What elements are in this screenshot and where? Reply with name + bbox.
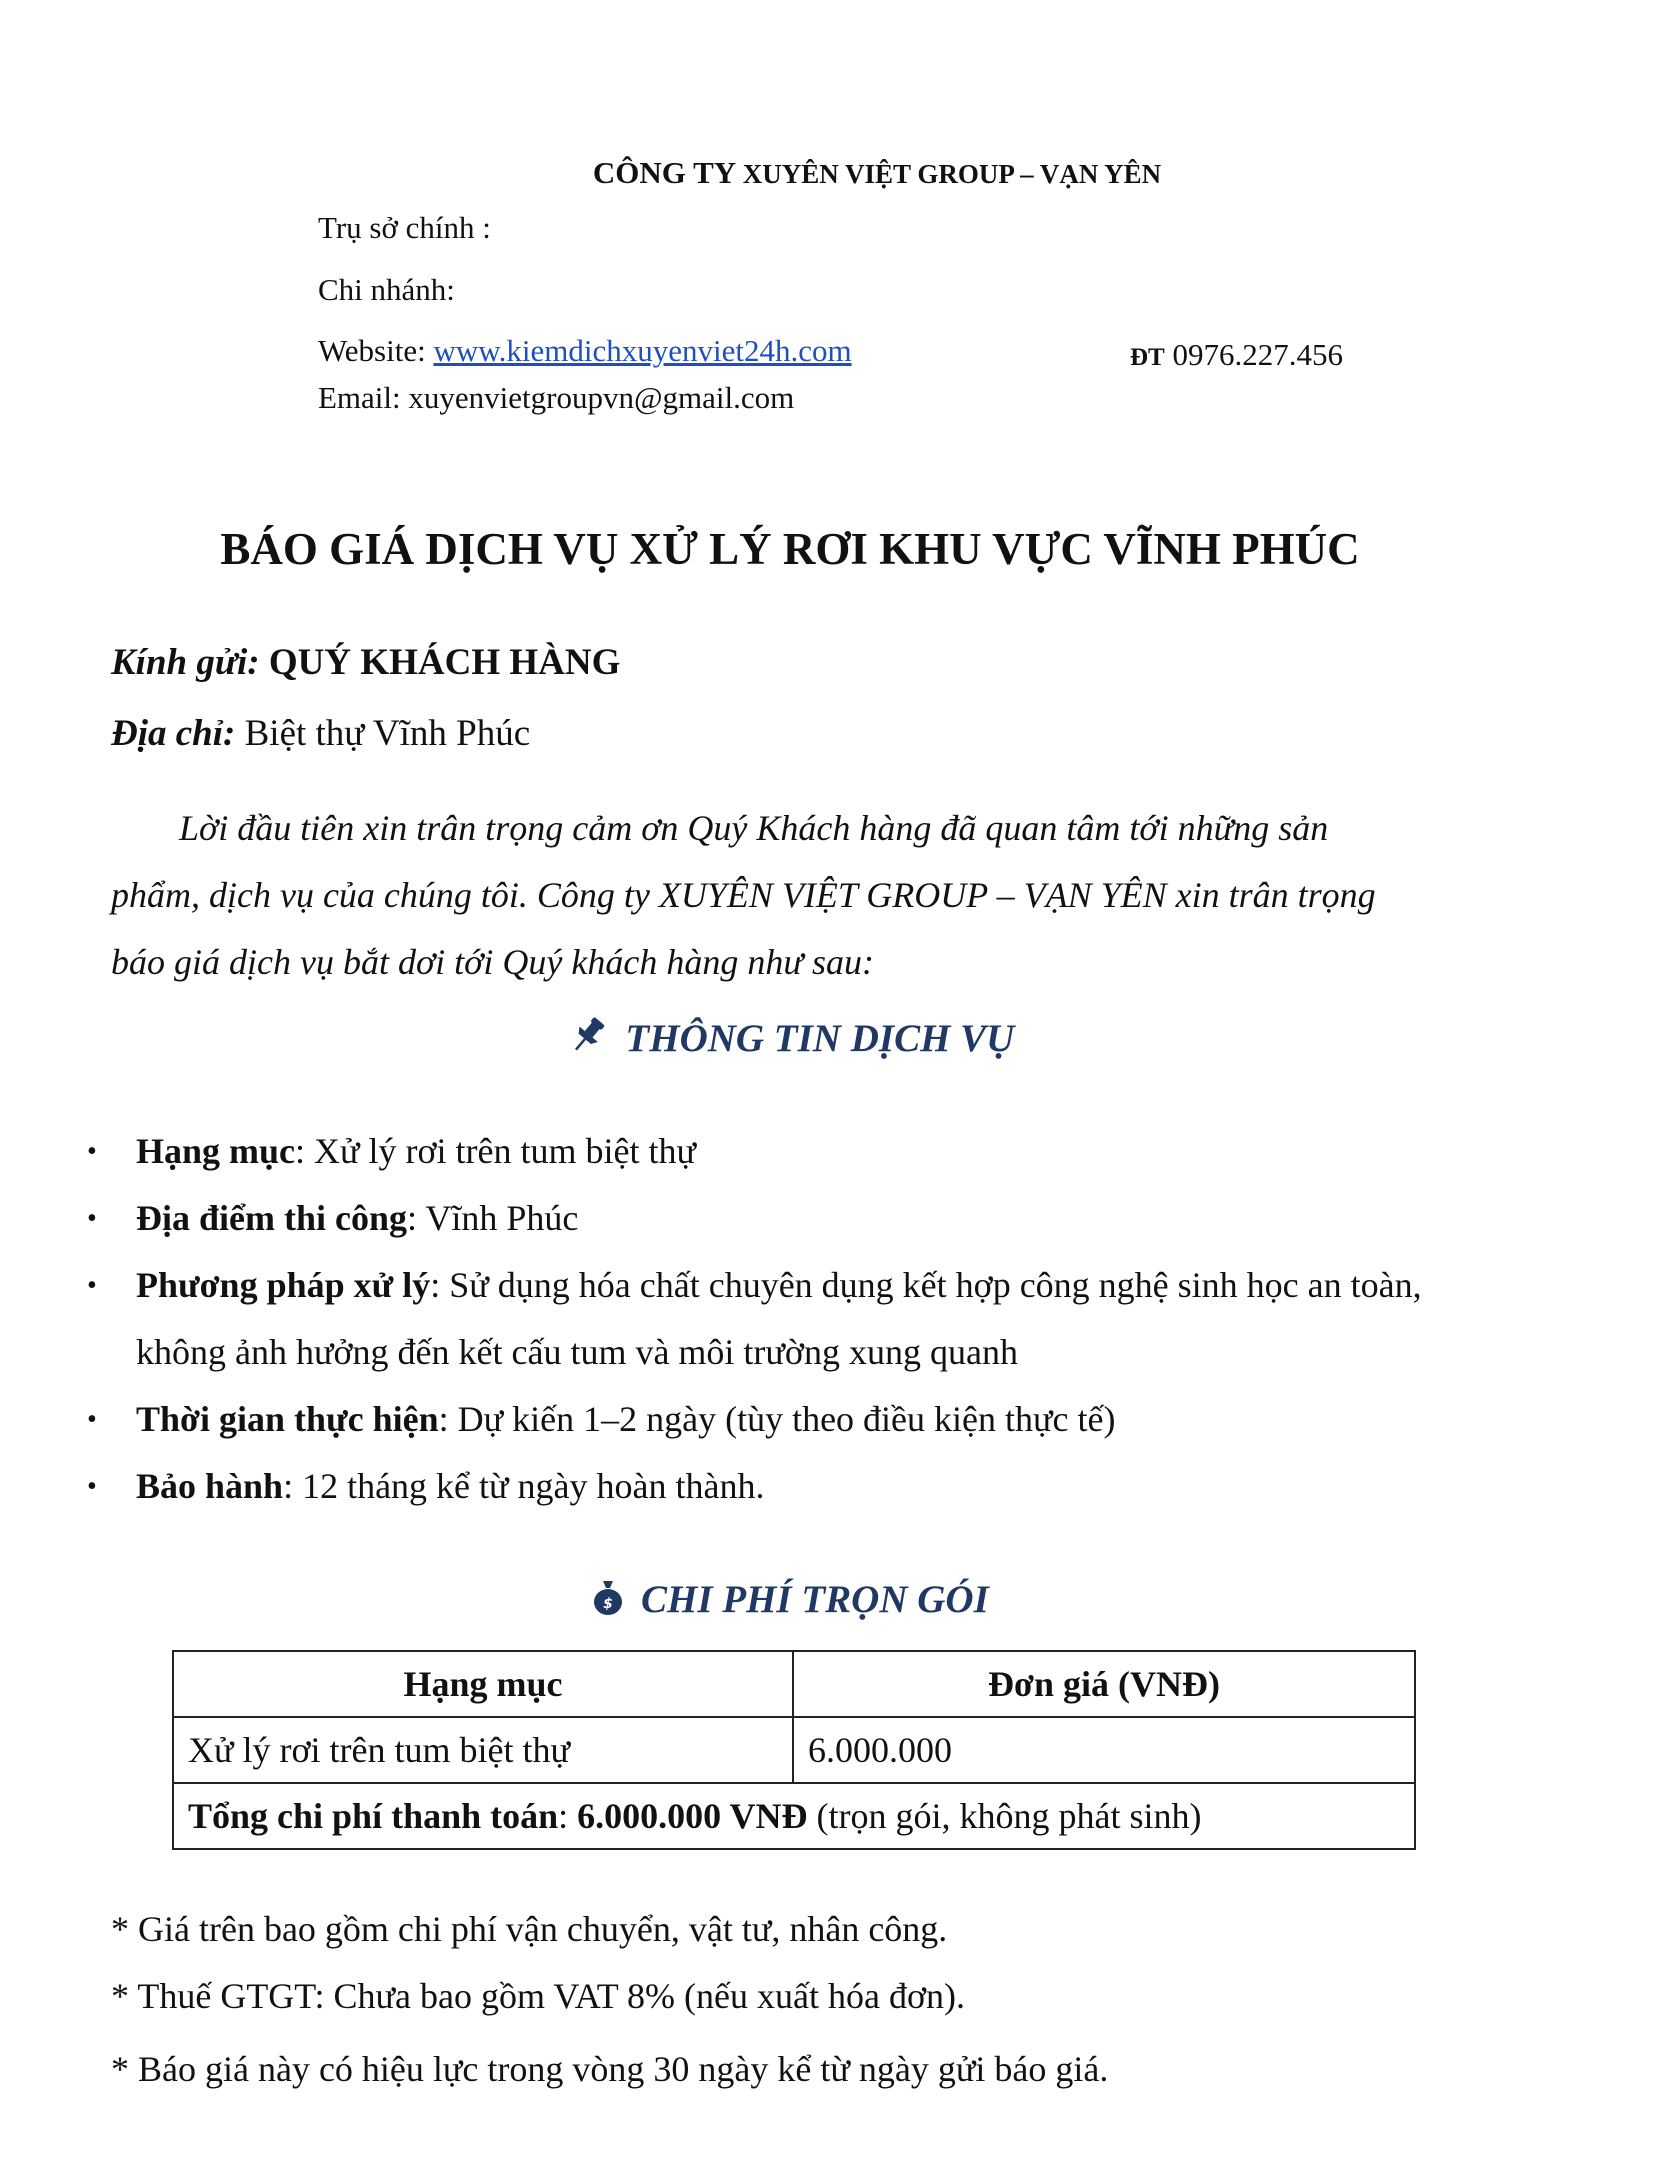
cost-table [172, 1650, 1416, 1850]
phone-number: 0976.227.456 [1172, 337, 1343, 372]
document-title: BÁO GIÁ DỊCH VỤ XỬ LÝ RƠI KHU VỰC VĨNH PHÚC [220, 524, 1360, 574]
intro-line: Lời đầu tiên xin trân trọng cảm ơn Quý Khách hàng đã quan tâm tới những sản [179, 808, 1329, 848]
item-label: Địa điểm thi công [136, 1198, 408, 1238]
item-continuation: không ảnh hưởng đến kết cấu tum và môi trường xung quanh [136, 1332, 1018, 1372]
intro-line: phẩm, dịch vụ của chúng tôi. Công ty XUYÊN VIỆT GROUP – VẠN YÊN xin trân trọng [111, 875, 1376, 915]
website-link[interactable]: www.kiemdichxuyenviet24h.com [433, 333, 852, 368]
note-line: * Thuế GTGT: Chưa bao gồm VAT 8% (nếu xuất hóa đơn). [111, 1976, 965, 2016]
table-cell-item: Xử lý rơi trên tum biệt thự [173, 1717, 793, 1783]
table-cell-price: 6.000.000 [793, 1717, 1415, 1783]
list-item: • Địa điểm thi công: Vĩnh Phúc [87, 1198, 579, 1238]
intro-line: báo giá dịch vụ bắt dơi tới Quý khách hàng như sau: [111, 942, 874, 982]
total-cell [173, 1783, 1415, 1849]
address-line [111, 712, 530, 755]
service-heading-text: THÔNG TIN DỊCH VỤ [625, 1017, 1015, 1060]
address-value: Biệt thự Vĩnh Phúc [244, 713, 531, 754]
website-line [318, 333, 852, 369]
website-label: Website: [318, 333, 426, 368]
table-total-row [173, 1783, 1415, 1849]
company-prefix: CÔNG TY [592, 155, 736, 190]
item-label: Bảo hành [136, 1466, 284, 1506]
service-section-heading [0, 1015, 1580, 1061]
item-label: Phương pháp xử lý [136, 1265, 431, 1305]
table-header-row [173, 1651, 1415, 1717]
recipient-label: Kính gửi: [111, 642, 260, 683]
list-item: • Thời gian thực hiện: Dự kiến 1–2 ngày (tùy theo điều kiện thực tế) [87, 1399, 1116, 1439]
total-label: Tổng chi phí thanh toán [188, 1796, 559, 1836]
email-line [318, 380, 794, 416]
intro-paragraph [111, 795, 1511, 996]
item-value: : Dự kiến 1–2 ngày (tùy theo điều kiện thực tế) [438, 1399, 1116, 1439]
recipient-value: QUÝ KHÁCH HÀNG [268, 642, 621, 683]
cost-section-heading [0, 1577, 1580, 1622]
cost-heading-text: CHI PHÍ TRỌN GÓI [640, 1578, 989, 1621]
note-line: * Báo giá này có hiệu lực trong vòng 30 ngày kể từ ngày gửi báo giá. [111, 2049, 1109, 2089]
column-header: Đơn giá (VNĐ) [793, 1651, 1415, 1717]
svg-text:$: $ [603, 1596, 614, 1612]
company-heading [0, 155, 1654, 191]
item-label: Thời gian thực hiện [136, 1399, 439, 1439]
total-value: 6.000.000 VNĐ [577, 1796, 808, 1836]
total-note: (trọn gói, không phát sinh) [807, 1796, 1202, 1836]
item-value: : 12 tháng kể từ ngày hoàn thành. [283, 1466, 765, 1506]
email-address: xuyenvietgroupvn@gmail.com [408, 380, 795, 415]
branch-label: Chi nhánh: [318, 272, 455, 307]
total-colon: : [558, 1796, 578, 1836]
address-label: Địa chỉ: [111, 713, 236, 754]
head-office-label: Trụ sở chính : [318, 210, 491, 245]
table-row [173, 1717, 1415, 1783]
phone-label: ĐT [1130, 344, 1165, 371]
list-item: • Hạng mục: Xử lý rơi trên tum biệt thự [87, 1131, 697, 1171]
column-header: Hạng mục [173, 1651, 793, 1717]
item-value: : Sử dụng hóa chất chuyên dụng kết hợp công nghệ sinh học an toàn, [430, 1265, 1422, 1305]
pushpin-icon [566, 1017, 626, 1060]
item-label: Hạng mục [136, 1131, 296, 1171]
phone-line [1130, 337, 1343, 373]
list-item: • Phương pháp xử lý: Sử dụng hóa chất chuyên dụng kết hợp công nghệ sinh học an toàn, không ảnh hưởng đến kết cấu tum và môi trường xung quanh [87, 1265, 1422, 1372]
list-item: • Bảo hành: 12 tháng kể từ ngày hoàn thành. [87, 1466, 765, 1506]
recipient-line [111, 641, 620, 684]
note-line: * Giá trên bao gồm chi phí vận chuyển, vật tư, nhân công. [111, 1909, 948, 1949]
company-name: XUYÊN VIỆT GROUP – VẠN YÊN [742, 159, 1162, 189]
service-info-list [80, 1118, 1560, 1520]
email-label: Email: [318, 380, 401, 415]
item-value: : Xử lý rơi trên tum biệt thự [295, 1131, 697, 1171]
money-bag-icon [591, 1578, 641, 1621]
item-value: : Vĩnh Phúc [407, 1198, 579, 1238]
